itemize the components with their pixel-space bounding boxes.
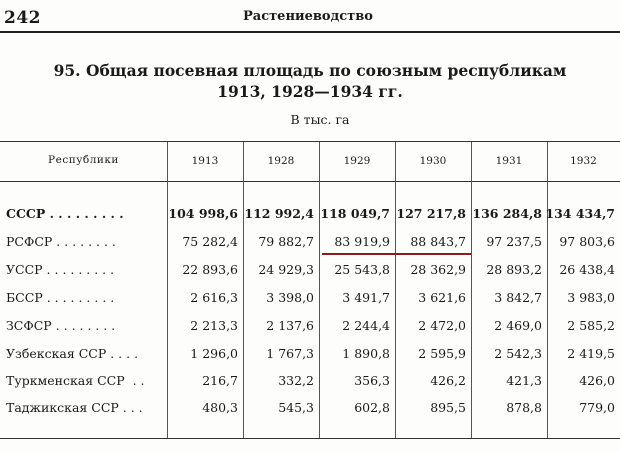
column-header-1932: 1932	[570, 155, 597, 167]
table-cell: 136 284,8	[472, 206, 542, 221]
table-cell: 24 929,3	[258, 262, 314, 277]
table-cell: 22 893,6	[182, 262, 238, 277]
table-cell: 426,2	[430, 373, 466, 388]
table-cell: 25 543,8	[334, 262, 390, 277]
table-cell: 134 434,7	[545, 206, 615, 221]
header-bottom-rule	[0, 181, 620, 182]
table-cell: 2 469,0	[494, 318, 542, 333]
table-cell: 779,0	[579, 400, 615, 415]
table-cell: 97 803,6	[559, 234, 615, 249]
table-cell: 421,3	[506, 373, 542, 388]
column-divider	[243, 142, 244, 438]
table-cell: 480,3	[202, 400, 238, 415]
table-cell: 2 542,3	[494, 346, 542, 361]
table-cell: 2 595,9	[418, 346, 466, 361]
column-header-1930: 1930	[419, 155, 447, 167]
table-cell: 2 137,6	[266, 318, 314, 333]
units-caption: В тыс. га	[290, 112, 350, 127]
table-bottom-rule	[0, 438, 620, 439]
table-cell: 426,0	[579, 373, 615, 388]
table-cell: 1 296,0	[190, 346, 238, 361]
column-divider	[471, 142, 472, 438]
column-divider	[319, 142, 320, 438]
table-cell: 28 362,9	[410, 262, 466, 277]
table-cell: 127 217,8	[396, 206, 466, 221]
table-cell: 112 992,4	[244, 206, 314, 221]
row-label: ЗСФСР . . . . . . . .	[6, 318, 116, 333]
table-cell: 88 843,7	[410, 234, 466, 249]
row-label: СССР . . . . . . . . .	[6, 206, 124, 221]
page-number: 242	[4, 8, 41, 28]
table-top-rule	[0, 141, 620, 142]
table-cell: 3 842,7	[494, 290, 542, 305]
column-header-1929: 1929	[343, 155, 371, 167]
table-cell: 895,5	[430, 400, 466, 415]
table-cell: 2 585,2	[567, 318, 615, 333]
title-line-1: 95. Общая посевная площадь по союзным республикам	[53, 61, 567, 80]
table-cell: 118 049,7	[320, 206, 390, 221]
table-cell: 3 491,7	[342, 290, 390, 305]
column-divider	[547, 142, 548, 438]
title-line-2: 1913, 1928—1934 гг.	[217, 82, 403, 101]
table-cell: 83 919,9	[334, 234, 390, 249]
table-cell: 75 282,4	[182, 234, 238, 249]
column-header-republics: Республики	[48, 154, 119, 166]
column-header-1931: 1931	[495, 155, 523, 167]
red-pencil-underline	[322, 253, 471, 255]
column-divider	[167, 142, 168, 438]
table-cell: 26 438,4	[559, 262, 615, 277]
table-cell: 602,8	[354, 400, 390, 415]
row-label: Туркменская ССР . .	[6, 373, 145, 388]
table-cell: 2 472,0	[418, 318, 466, 333]
table-cell: 216,7	[202, 373, 238, 388]
column-header-1913: 1913	[191, 155, 219, 167]
table-cell: 104 998,6	[168, 206, 238, 221]
table-cell: 79 882,7	[258, 234, 314, 249]
table-title	[0, 60, 620, 102]
table-cell: 1 767,3	[266, 346, 314, 361]
table-cell: 3 983,0	[567, 290, 615, 305]
page-header	[0, 0, 620, 34]
row-label: Таджикская ССР . . .	[6, 400, 143, 415]
row-label: РСФСР . . . . . . . .	[6, 234, 116, 249]
table-cell: 356,3	[354, 373, 390, 388]
table-cell: 2 616,3	[190, 290, 238, 305]
table-cell: 1 890,8	[342, 346, 390, 361]
table-cell: 3 398,0	[266, 290, 314, 305]
row-label: БССР . . . . . . . . .	[6, 290, 115, 305]
running-title: Растениеводство	[243, 9, 373, 24]
table-cell: 2 419,5	[567, 346, 615, 361]
table-cell: 3 621,6	[418, 290, 466, 305]
table-cell: 545,3	[278, 400, 314, 415]
table-cell: 332,2	[278, 373, 314, 388]
row-label: УССР . . . . . . . . .	[6, 262, 115, 277]
table-cell: 878,8	[506, 400, 542, 415]
row-label: Узбекская ССР . . . .	[6, 346, 139, 361]
table-cell: 28 893,2	[486, 262, 542, 277]
header-rule	[0, 31, 620, 33]
table-cell: 2 213,3	[190, 318, 238, 333]
table-cell: 97 237,5	[486, 234, 542, 249]
table-cell: 2 244,4	[342, 318, 390, 333]
column-divider	[395, 142, 396, 438]
column-header-1928: 1928	[267, 155, 295, 167]
